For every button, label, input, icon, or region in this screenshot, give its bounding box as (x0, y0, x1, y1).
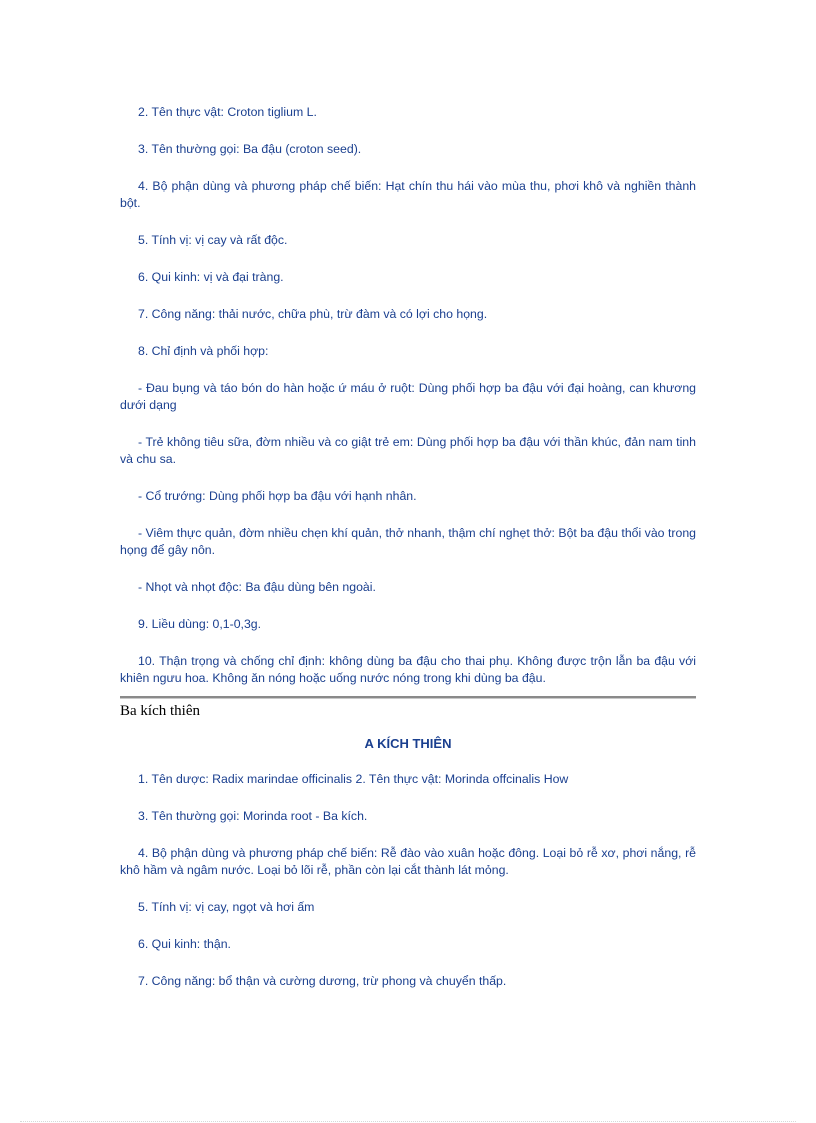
paragraph-dosage: 9. Liều dùng: 0,1-0,3g. (138, 617, 262, 631)
paragraph-indication-item: - Cổ trướng: Dùng phối hợp ba đậu với hạnh nhân. (138, 489, 417, 503)
paragraph-indication-item: - Trẻ không tiêu sữa, đờm nhiều và co giật trẻ em: Dùng phối hợp ba đậu với thần khúc, đản nam tinh và chu sa. (120, 435, 696, 466)
paragraph-indication-item: - Đau bụng và táo bón do hàn hoặc ứ máu ở ruột: Dùng phối hợp ba đậu với đại hoàng, can khương dưới dạng (120, 381, 696, 412)
paragraph-meridian: 6. Qui kinh: thận. (138, 937, 231, 951)
paragraph-indication-item: - Nhọt và nhọt độc: Ba đậu dùng bên ngoài. (138, 580, 376, 594)
paragraph-indication-item: - Viêm thực quản, đờm nhiều chẹn khí quản, thở nhanh, thậm chí nghẹt thở: Bột ba đậu thổi vào trong họng để gây nôn. (120, 526, 696, 557)
paragraph-parts-used: 4. Bộ phận dùng và phương pháp chế biến: Rễ đào vào xuân hoặc đông. Loại bỏ rễ xơ, phơi nắng, rễ khô hầm và ngâm nước. Loại bỏ lõi rễ, phần còn lại cắt thành lát mỏng. (120, 846, 696, 877)
paragraph-properties: 5. Tính vị: vị cay, ngọt và hơi ấm (138, 900, 315, 914)
page-bottom-border (20, 1121, 796, 1122)
paragraph-indications-heading: 8. Chỉ định và phối hợp: (138, 344, 269, 358)
paragraph-parts-used: 4. Bộ phận dùng và phương pháp chế biến: Hạt chín thu hái vào mùa thu, phơi khô và nghiền thành bột. (120, 179, 696, 210)
paragraph-common-name: 3. Tên thường gọi: Morinda root - Ba kích. (138, 809, 368, 823)
paragraph-cautions: 10. Thận trọng và chống chỉ định: không dùng ba đậu cho thai phụ. Không được trộn lẫn ba đậu với khiên ngưu hoa. Không ăn nóng hoặc uống nước nóng trong khi dùng ba đậu. (120, 654, 696, 685)
paragraph-meridian: 6. Qui kinh: vị và đại tràng. (138, 270, 284, 284)
section-title: Ba kích thiên (120, 703, 200, 719)
paragraph-properties: 5. Tính vị: vị cay và rất độc. (138, 233, 288, 247)
document-page (120, 104, 696, 1010)
paragraph-pharmaceutical-name: 1. Tên dược: Radix marindae officinalis 2. Tên thực vật: Morinda offcinalis How (138, 772, 569, 786)
paragraph-functions: 7. Công năng: bổ thận và cường dương, trừ phong và chuyển thấp. (138, 974, 507, 988)
paragraph-common-name: 3. Tên thường gọi: Ba đậu (croton seed). (138, 142, 362, 156)
paragraph-botanical-name: 2. Tên thực vật: Croton tiglium L. (138, 105, 317, 119)
section-divider (120, 696, 696, 699)
section-heading: A KÍCH THIÊN (364, 736, 452, 751)
paragraph-functions: 7. Công năng: thải nước, chữa phù, trừ đàm và có lợi cho họng. (138, 307, 488, 321)
